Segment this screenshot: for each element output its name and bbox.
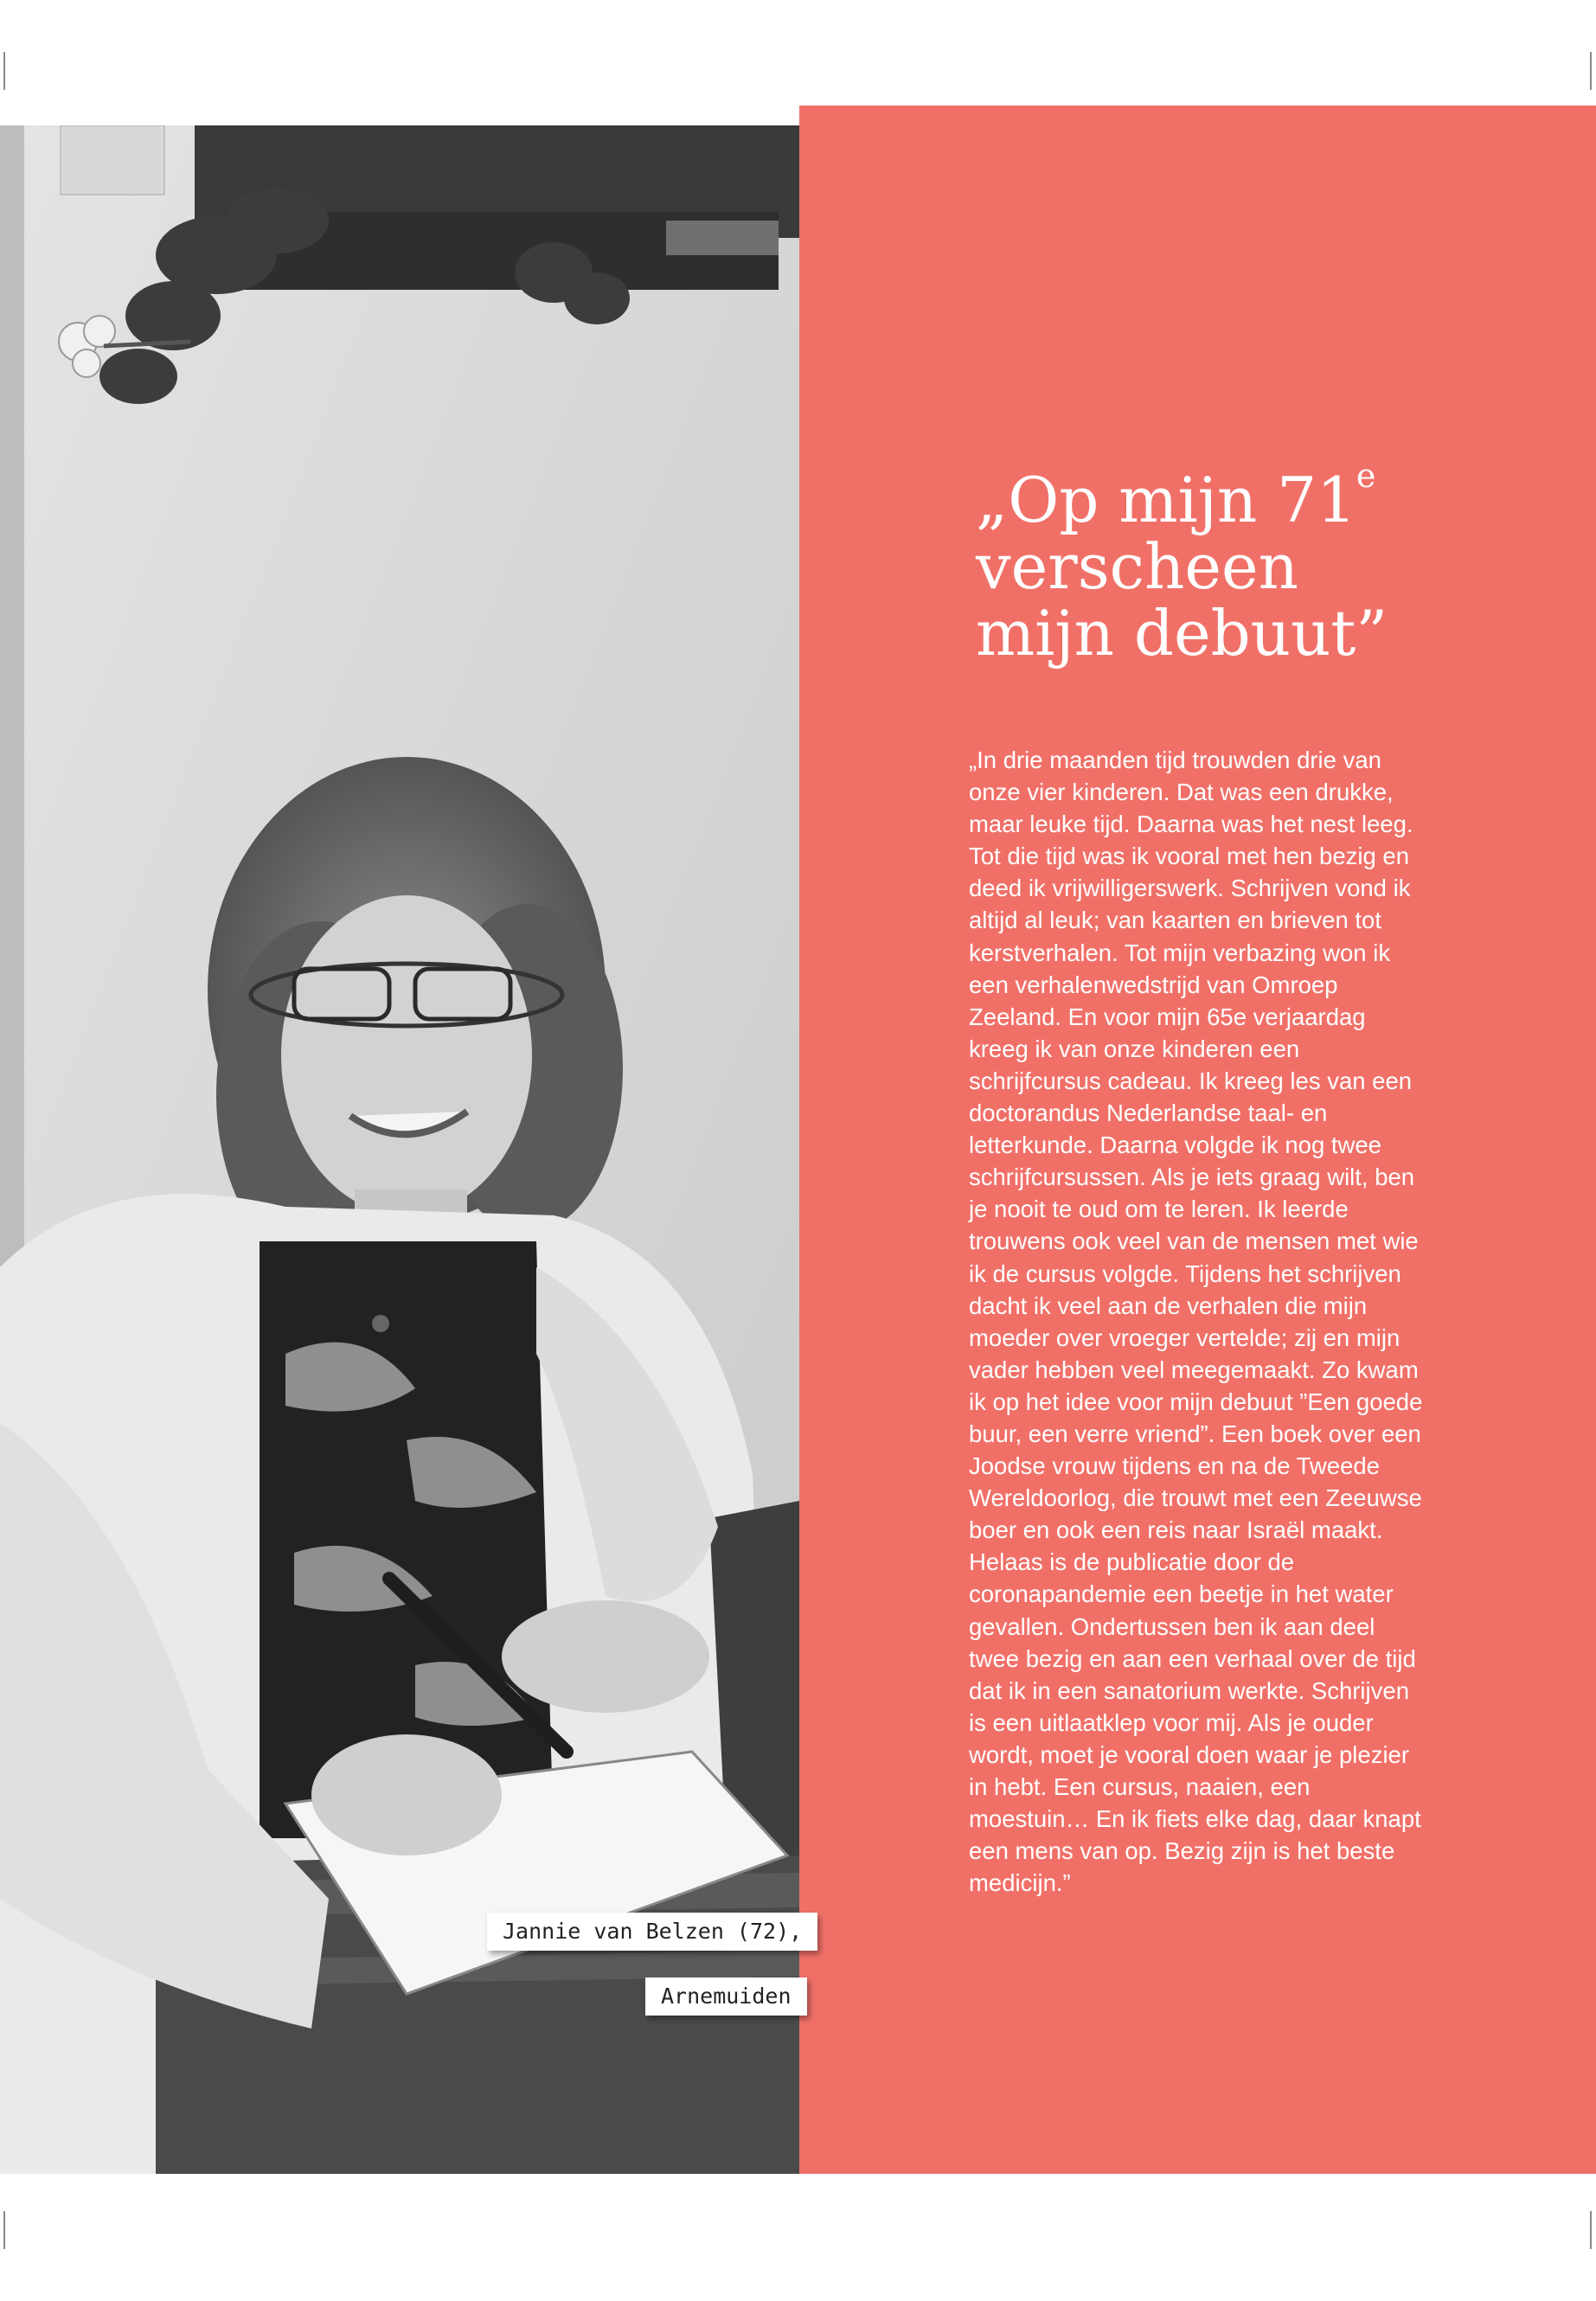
crop-mark-top-left <box>3 52 5 90</box>
crop-mark-bottom-left <box>3 2211 5 2249</box>
headline-part2: verscheen <box>976 530 1298 603</box>
portrait-photo <box>0 125 799 2174</box>
headline-superscript: e <box>1356 457 1376 495</box>
caption-place-label: Arnemuiden <box>645 1977 807 2016</box>
headline-part3: mijn debuut” <box>976 597 1388 670</box>
article-headline <box>976 457 1529 670</box>
crop-mark-top-right <box>1590 52 1592 90</box>
article-body: „In drie maanden tijd trouwden drie van onze vier kinderen. Dat was een drukke, maar leuke tijd. Daarna was het nest leeg. Tot die tijd was ik vooral met hen bezig en deed ik vrijwilligerswerk. Schrijven vond ik altijd al leuk; van kaarten en brieven tot kerstverhalen. Tot mijn verbazing won ik een verhalenwedstrijd van Omroep Zeeland. En voor mijn 65e verjaardag kreeg ik van onze kinderen een schrijfcursus cadeau. Ik kreeg les van een doctorandus Nederlandse taal- en letterkunde. Daarna volgde ik nog twee schrijfcursussen. Als je iets graag wilt, ben je nooit te oud om te leren. Ik leerde trouwens ook veel van de mensen met wie ik de cursus volgde. Tijdens het schrijven dacht ik veel aan de verhalen die mijn moeder over vroeger vertelde; zij en mijn vader hebben veel meegemaakt. Zo kwam ik op het idee voor mijn debuut ”Een goede buur, een verre vriend”. Een boek over een Joodse vrouw tijdens en na de Tweede Wereldoorlog, die trouwt met een Zeeuwse boer en ook een reis naar Israël maakt. Helaas is de publicatie door de coronapandemie een beetje in het water gevallen. Ondertussen ben ik aan deel twee bezig en aan een verhaal over de tijd dat ik in een sanatorium werkte. Schrijven is een uitlaatklep voor mij. Als je ouder wordt, moet je vooral doen waar je plezier in hebt. Een cursus, naaien, een moestuin… En ik fiets elke dag, daar knapt een mens van op. Bezig zijn is het beste medicijn.” <box>969 747 1423 1897</box>
portrait-illustration <box>0 125 799 2174</box>
caption-name-label: Jannie van Belzen (72), <box>487 1913 817 1951</box>
headline-part1: „Op mijn 71 <box>976 464 1356 536</box>
crop-mark-bottom-right <box>1590 2211 1592 2249</box>
